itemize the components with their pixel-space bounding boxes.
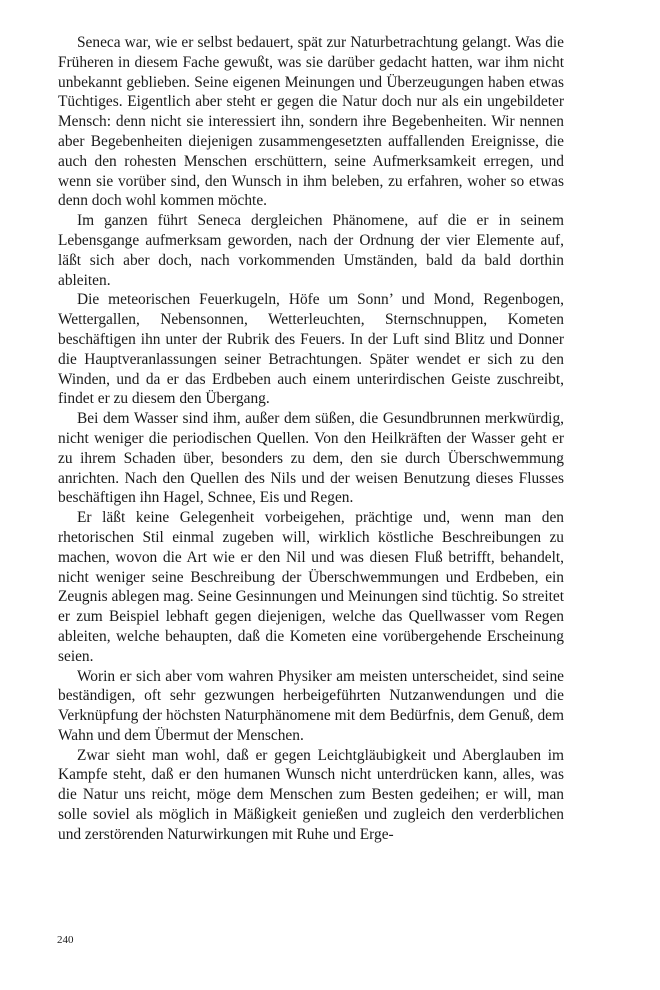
body-paragraph: Die meteorischen Feuerkugeln, Höfe um Sonn’ und Mond, Regenbogen, Wettergallen, Nebensonnen, Wetterleuchten, Sternschnuppen, Kometen beschäftigen ihn unter der Rubrik des Feuers. In der Luft sind Blitz und Donner die Hauptveranlassungen seiner Betrachtungen. Später wendet er sich zu den Winden, und da er das Erdbeben auch einem unterirdischen Geiste zuschreibt, findet er zu diesem den Übergang.: [58, 291, 564, 408]
body-paragraph: Seneca war, wie er selbst bedauert, spät zur Naturbetrachtung gelangt. Was die Früheren in diesem Fache gewußt, was sie darüber gedacht hatten, war ihm nicht unbekannt geblieben. Seine eigenen Meinungen und Überzeugungen haben etwas Tüchtiges. Eigentlich aber steht er gegen die Natur doch nur als ein ungebildeter Mensch: denn nicht sie interessiert ihn, sondern ihre Begebenheiten. Wir nennen aber Begebenheiten diejenigen zusammengesetzten auffallenden Ereignisse, die auch den rohesten Menschen erschüttern, seine Aufmerksamkeit erregen, und wenn sie vorüber sind, den Wunsch in ihm beleben, zu erfahren, woher so etwas denn doch wohl kommen möchte.: [58, 34, 564, 210]
body-paragraph: Er läßt keine Gelegenheit vorbeigehen, prächtige und, wenn man den rhetorischen Stil einmal zugeben will, wirklich köstliche Beschreibungen zu machen, wovon die Art wie er den Nil und was diesen Fluß betrifft, behandelt, nicht weniger seine Beschreibung der Überschwemmungen und Erdbeben, ein Zeugnis ablegen mag. Seine Gesinnungen und Meinungen sind tüchtig. So streitet er zum Beispiel lebhaft gegen diejenigen, welche das Quellwasser vom Regen ableiten, welche behaupten, daß die Kometen eine vorübergehende Erscheinung seien.: [58, 509, 564, 665]
body-paragraph: Im ganzen führt Seneca dergleichen Phänomene, auf die er in seinem Lebensgange aufmerksam geworden, nach der Ordnung der vier Elemente auf, läßt sich aber doch, nach vorkommenden Umständen, bald da bald dorthin ableiten.: [58, 212, 564, 289]
body-paragraph: Worin er sich aber vom wahren Physiker am meisten unterscheidet, sind seine beständigen, oft sehr gezwungen herbeigeführten Nutzanwendungen und die Verknüpfung der höchsten Naturphänomene mit dem Bedürfnis, dem Genuß, dem Wahn und dem Übermut der Menschen.: [58, 667, 564, 744]
body-paragraph: Bei dem Wasser sind ihm, außer dem süßen, die Gesundbrunnen merkwürdig, nicht weniger die periodischen Quellen. Von den Heilkräften der Wasser geht er zu ihrem Schaden über, besonders zu dem, den sie durch Überschwemmung anrichten. Nach den Quellen des Nils und der weisen Benutzung dieses Flusses beschäftigen ihn Hagel, Schnee, Eis und Regen.: [58, 410, 564, 507]
body-paragraph: Zwar sieht man wohl, daß er gegen Leichtgläubigkeit und Aberglauben im Kampfe steht, daß er den humanen Wunsch nicht unterdrücken kann, alles, was die Natur uns reicht, möge dem Menschen zum Besten gedeihen; er will, man solle soviel als möglich in Mäßigkeit genießen und zugleich den verderblichen und zerstörenden Naturwirkungen mit Ruhe und Erge-: [58, 746, 564, 843]
page-number: 240: [57, 934, 74, 946]
page-body: [58, 33, 564, 845]
